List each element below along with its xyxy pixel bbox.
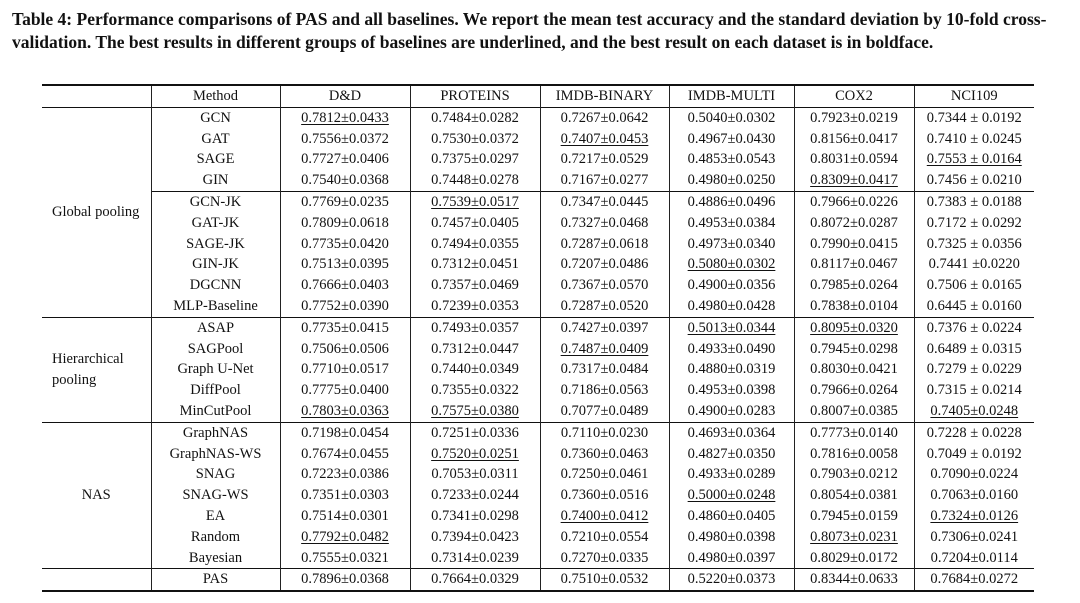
final-value-cell: 0.7684±0.0272 (930, 571, 1019, 588)
value-cell: 0.5080±0.0302 (669, 254, 794, 275)
method-cell: DiffPool (151, 380, 280, 401)
value-cell: 0.7540±0.0368 (280, 170, 410, 191)
method-cell: GIN (151, 170, 280, 191)
value-cell: 0.7394±0.0423 (410, 527, 540, 548)
value-cell: 0.7555±0.0321 (280, 548, 410, 569)
method-cell: MinCutPool (151, 401, 280, 422)
table-row (42, 129, 1034, 150)
value-cell: 0.7198±0.0454 (280, 422, 410, 443)
method-cell: MLP-Baseline (151, 296, 280, 317)
final-value-cell: 0.7896±0.0368 (280, 569, 410, 591)
value-cell: 0.8309±0.0417 (794, 170, 914, 191)
value-cell: 0.7250±0.0461 (540, 464, 669, 485)
table-row (42, 380, 1034, 401)
table-row (42, 275, 1034, 296)
value-cell: 0.4967±0.0430 (669, 129, 794, 150)
value-cell: 0.7223±0.0386 (280, 464, 410, 485)
value-cell: 0.7279 ± 0.0229 (926, 361, 1022, 378)
value-cell: 0.8073±0.0231 (794, 527, 914, 548)
method-cell: GraphNAS-WS (151, 444, 280, 465)
value-cell: 0.7410 ± 0.0245 (926, 130, 1022, 147)
value-cell: 0.7735±0.0415 (280, 317, 410, 338)
value-cell: 0.7217±0.0529 (540, 149, 669, 170)
method-cell: GCN-JK (151, 191, 280, 212)
value-cell: 0.7324±0.0126 (930, 507, 1019, 524)
value-cell: 0.7228 ± 0.0228 (926, 424, 1022, 441)
value-cell: 0.7966±0.0264 (794, 380, 914, 401)
method-cell: SAGE (151, 149, 280, 170)
value-cell: 0.7375±0.0297 (410, 149, 540, 170)
table-row (42, 107, 1034, 128)
value-cell: 0.7376 ± 0.0224 (926, 319, 1022, 336)
table-row (42, 506, 1034, 527)
final-value-cell: 0.8344±0.0633 (794, 569, 914, 591)
value-cell: 0.7312±0.0451 (410, 254, 540, 275)
value-cell: 0.7270±0.0335 (540, 548, 669, 569)
table-row (42, 422, 1034, 443)
method-cell: SNAG-WS (151, 485, 280, 506)
value-cell: 0.7812±0.0433 (280, 107, 410, 128)
value-cell: 0.7207±0.0486 (540, 254, 669, 275)
header-proteins: PROTEINS (410, 85, 540, 107)
value-cell: 0.7530±0.0372 (410, 129, 540, 150)
value-cell: 0.7803±0.0363 (280, 401, 410, 422)
table-row (42, 296, 1034, 317)
header-cox2: COX2 (794, 85, 914, 107)
value-cell: 0.7990±0.0415 (794, 234, 914, 255)
header-group-cell (42, 85, 151, 107)
header-method: Method (151, 85, 280, 107)
value-cell: 0.7752±0.0390 (280, 296, 410, 317)
value-cell: 0.7351±0.0303 (280, 485, 410, 506)
value-cell: 0.4973±0.0340 (669, 234, 794, 255)
value-cell: 0.7809±0.0618 (280, 213, 410, 234)
value-cell: 0.7710±0.0517 (280, 359, 410, 380)
value-cell: 0.7210±0.0554 (540, 527, 669, 548)
value-cell: 0.7513±0.0395 (280, 254, 410, 275)
method-cell: GAT-JK (151, 213, 280, 234)
value-cell: 0.7355±0.0322 (410, 380, 540, 401)
value-cell: 0.7735±0.0420 (280, 234, 410, 255)
value-cell: 0.7666±0.0403 (280, 275, 410, 296)
table-row (42, 149, 1034, 170)
value-cell: 0.7514±0.0301 (280, 506, 410, 527)
final-method-cell: PAS (151, 569, 280, 591)
value-cell: 0.7325 ± 0.0356 (926, 235, 1022, 252)
value-cell: 0.7427±0.0397 (540, 317, 669, 338)
value-cell: 0.7966±0.0226 (794, 191, 914, 212)
final-value-cell: 0.5220±0.0373 (669, 569, 794, 591)
value-cell: 0.7186±0.0563 (540, 380, 669, 401)
table-caption: Table 4: Performance comparisons of PAS and all baselines. We report the mean test accuracy and the standard deviation by 10-fold cross-validation. The best results in different groups of baselines are underlined, and the best result on each dataset is in boldface. (12, 9, 1047, 52)
table-row (42, 191, 1034, 212)
method-cell: EA (151, 506, 280, 527)
value-cell: 0.7110±0.0230 (540, 422, 669, 443)
method-cell: DGCNN (151, 275, 280, 296)
value-cell: 0.4953±0.0398 (669, 380, 794, 401)
value-cell: 0.7448±0.0278 (410, 170, 540, 191)
value-cell: 0.7773±0.0140 (794, 422, 914, 443)
value-cell: 0.7306±0.0241 (930, 528, 1019, 545)
value-cell: 0.7077±0.0489 (540, 401, 669, 422)
value-cell: 0.4953±0.0384 (669, 213, 794, 234)
final-row (42, 569, 1034, 591)
value-cell: 0.7553 ± 0.0164 (926, 151, 1022, 168)
value-cell: 0.7816±0.0058 (794, 444, 914, 465)
value-cell: 0.7457±0.0405 (410, 213, 540, 234)
method-cell: GIN-JK (151, 254, 280, 275)
value-cell: 0.7903±0.0212 (794, 464, 914, 485)
value-cell: 0.6489 ± 0.0315 (926, 340, 1022, 357)
value-cell: 0.4900±0.0356 (669, 275, 794, 296)
method-cell: SAGE-JK (151, 234, 280, 255)
value-cell: 0.7233±0.0244 (410, 485, 540, 506)
value-cell: 0.7315 ± 0.0214 (926, 382, 1022, 399)
value-cell: 0.7090±0.0224 (930, 466, 1019, 483)
value-cell: 0.8054±0.0381 (794, 485, 914, 506)
value-cell: 0.7775±0.0400 (280, 380, 410, 401)
header-nci109: NCI109 (950, 88, 998, 104)
value-cell: 0.7383 ± 0.0188 (926, 193, 1022, 210)
value-cell: 0.7314±0.0239 (410, 548, 540, 569)
table-row (42, 213, 1034, 234)
value-cell: 0.7347±0.0445 (540, 191, 669, 212)
value-cell: 0.7945±0.0159 (794, 506, 914, 527)
method-cell: Random (151, 527, 280, 548)
value-cell: 0.7487±0.0409 (540, 339, 669, 360)
header-imdb-binary: IMDB-BINARY (540, 85, 669, 107)
table-row (42, 444, 1034, 465)
value-cell: 0.7506 ± 0.0165 (926, 277, 1022, 294)
table-row (42, 401, 1034, 422)
value-cell: 0.7556±0.0372 (280, 129, 410, 150)
method-cell: SAGPool (151, 339, 280, 360)
value-cell: 0.7251±0.0336 (410, 422, 540, 443)
value-cell: 0.7239±0.0353 (410, 296, 540, 317)
value-cell: 0.4886±0.0496 (669, 191, 794, 212)
value-cell: 0.7287±0.0618 (540, 234, 669, 255)
value-cell: 0.7539±0.0517 (410, 191, 540, 212)
value-cell: 0.8007±0.0385 (794, 401, 914, 422)
value-cell: 0.8031±0.0594 (794, 149, 914, 170)
value-cell: 0.7063±0.0160 (930, 487, 1019, 504)
method-cell: GraphNAS (151, 422, 280, 443)
final-value-cell: 0.7664±0.0329 (410, 569, 540, 591)
value-cell: 0.8072±0.0287 (794, 213, 914, 234)
value-cell: 0.7172 ± 0.0292 (926, 214, 1022, 231)
value-cell: 0.4827±0.0350 (669, 444, 794, 465)
value-cell: 0.4980±0.0398 (669, 527, 794, 548)
table-row (42, 170, 1034, 191)
value-cell: 0.7520±0.0251 (410, 444, 540, 465)
method-cell: Graph U-Net (151, 359, 280, 380)
method-cell: GCN (151, 107, 280, 128)
group-label: Global pooling (42, 107, 151, 317)
value-cell: 0.7494±0.0355 (410, 234, 540, 255)
table-row (42, 464, 1034, 485)
method-cell: Bayesian (151, 548, 280, 569)
value-cell: 0.5040±0.0302 (669, 107, 794, 128)
value-cell: 0.4933±0.0490 (669, 339, 794, 360)
value-cell: 0.7923±0.0219 (794, 107, 914, 128)
value-cell: 0.7407±0.0453 (540, 129, 669, 150)
final-value-cell: 0.7510±0.0532 (540, 569, 669, 591)
table-row (42, 339, 1034, 360)
table-row (42, 359, 1034, 380)
value-cell: 0.7575±0.0380 (410, 401, 540, 422)
value-cell: 0.7985±0.0264 (794, 275, 914, 296)
method-cell: GAT (151, 129, 280, 150)
value-cell: 0.7360±0.0463 (540, 444, 669, 465)
group-label: Hierarchical pooling (42, 317, 151, 422)
value-cell: 0.7405±0.0248 (930, 402, 1019, 419)
group-label: NAS (42, 422, 151, 569)
value-cell: 0.7945±0.0298 (794, 339, 914, 360)
value-cell: 0.7360±0.0516 (540, 485, 669, 506)
value-cell: 0.7838±0.0104 (794, 296, 914, 317)
table-row (42, 254, 1034, 275)
final-group-cell (42, 569, 151, 591)
value-cell: 0.7792±0.0482 (280, 527, 410, 548)
value-cell: 0.7317±0.0484 (540, 359, 669, 380)
header-row (42, 85, 1034, 107)
table-body (42, 107, 1034, 591)
value-cell: 0.4980±0.0250 (669, 170, 794, 191)
value-cell: 0.7441 ±0.0220 (928, 256, 1020, 273)
value-cell: 0.7456 ± 0.0210 (926, 172, 1022, 189)
value-cell: 0.4853±0.0543 (669, 149, 794, 170)
value-cell: 0.5000±0.0248 (669, 485, 794, 506)
value-cell: 0.4980±0.0397 (669, 548, 794, 569)
value-cell: 0.7049 ± 0.0192 (926, 445, 1022, 462)
value-cell: 0.7267±0.0642 (540, 107, 669, 128)
table-row (42, 548, 1034, 569)
value-cell: 0.7357±0.0469 (410, 275, 540, 296)
value-cell: 0.7506±0.0506 (280, 339, 410, 360)
value-cell: 0.7341±0.0298 (410, 506, 540, 527)
header-imdb-multi: IMDB-MULTI (669, 85, 794, 107)
table-row (42, 527, 1034, 548)
value-cell: 0.5013±0.0344 (669, 317, 794, 338)
value-cell: 0.7367±0.0570 (540, 275, 669, 296)
value-cell: 0.4900±0.0283 (669, 401, 794, 422)
value-cell: 0.7312±0.0447 (410, 339, 540, 360)
value-cell: 0.8029±0.0172 (794, 548, 914, 569)
method-cell: ASAP (151, 317, 280, 338)
value-cell: 0.4693±0.0364 (669, 422, 794, 443)
value-cell: 0.4880±0.0319 (669, 359, 794, 380)
table-row (42, 317, 1034, 338)
table-row (42, 485, 1034, 506)
value-cell: 0.8117±0.0467 (794, 254, 914, 275)
results-table (42, 84, 1034, 592)
value-cell: 0.7327±0.0468 (540, 213, 669, 234)
value-cell: 0.7167±0.0277 (540, 170, 669, 191)
value-cell: 0.7727±0.0406 (280, 149, 410, 170)
header-dd: D&D (280, 85, 410, 107)
value-cell: 0.4980±0.0428 (669, 296, 794, 317)
value-cell: 0.7204±0.0114 (930, 549, 1018, 566)
value-cell: 0.6445 ± 0.0160 (926, 297, 1022, 314)
value-cell: 0.7769±0.0235 (280, 191, 410, 212)
table-row (42, 234, 1034, 255)
value-cell: 0.4933±0.0289 (669, 464, 794, 485)
value-cell: 0.7674±0.0455 (280, 444, 410, 465)
value-cell: 0.8156±0.0417 (794, 129, 914, 150)
value-cell: 0.8095±0.0320 (794, 317, 914, 338)
value-cell: 0.7400±0.0412 (540, 506, 669, 527)
value-cell: 0.7484±0.0282 (410, 107, 540, 128)
value-cell: 0.7440±0.0349 (410, 359, 540, 380)
value-cell: 0.8030±0.0421 (794, 359, 914, 380)
value-cell: 0.4860±0.0405 (669, 506, 794, 527)
value-cell: 0.7493±0.0357 (410, 317, 540, 338)
method-cell: SNAG (151, 464, 280, 485)
value-cell: 0.7344 ± 0.0192 (926, 109, 1022, 126)
value-cell: 0.7287±0.0520 (540, 296, 669, 317)
value-cell: 0.7053±0.0311 (410, 464, 540, 485)
